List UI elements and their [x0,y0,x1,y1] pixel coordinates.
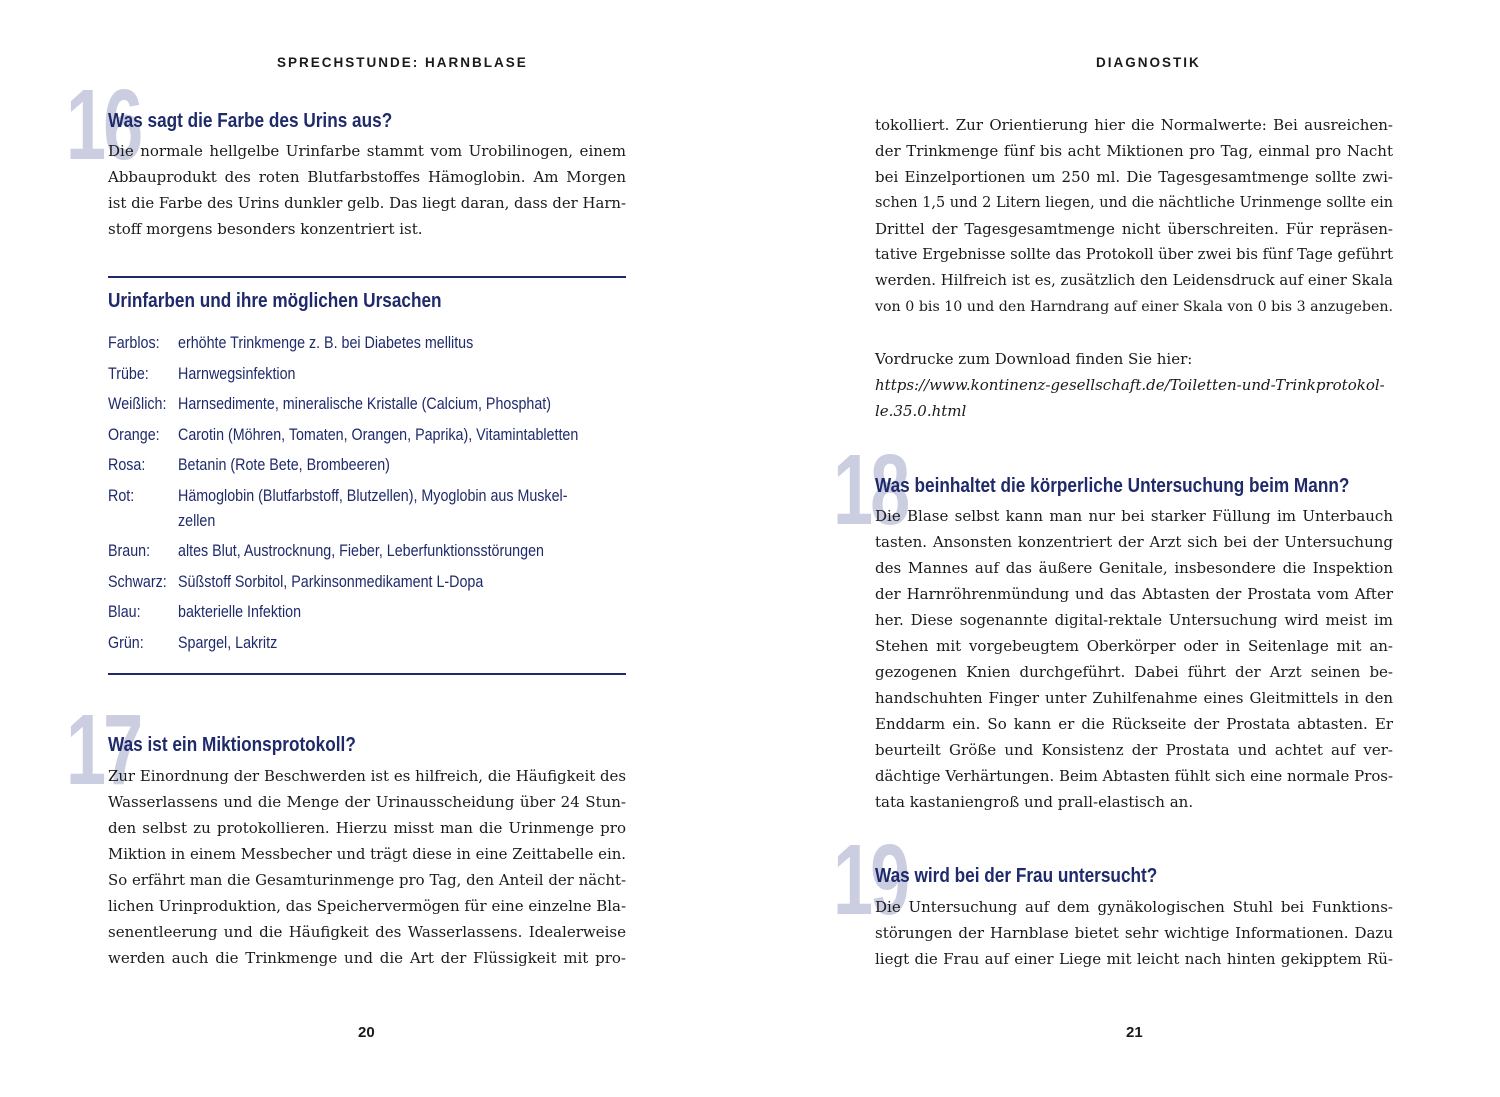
text-line: Die Blase selbst kann man nur bei starker Füllung im Unterbauch [875,507,1393,525]
question-number: 19 [833,824,908,936]
text-line: Stehen mit vorgebeugtem Oberkörper oder in Seitenlage mit an- [875,637,1393,655]
text-line: Die Untersuchung auf dem gynäkologischen Stuhl bei Funktions- [875,898,1393,916]
box-top-rule [108,276,626,278]
box-bottom-rule [108,673,626,675]
text-line: handschuhten Finger unter Zuhilfenahme eines Gleitmittels in den [875,689,1393,707]
text-line: stoff morgens besonders konzentriert ist. [108,220,423,238]
paragraph-continuation [875,112,1393,424]
color-cause: bakterielle Infektion [178,602,302,621]
paragraph-q19 [875,894,1393,972]
download-link[interactable]: https://www.kontinenz-gesellschaft.de/Toiletten-und-Trinkprotokol- [875,376,1385,394]
list-item [108,422,628,447]
text-line: der Harnröhrenmündung und das Abtasten der Prostata vom After [875,585,1393,603]
text-line: liegt die Frau auf einer Liege mit leicht nach hinten gekipptem Rü- [875,950,1393,968]
color-term: Grün: [108,632,144,652]
color-cause: erhöhte Trinkmenge z. B. bei Diabetes mellitus [178,333,474,352]
running-head: DIAGNOSTIK [1096,55,1201,70]
color-term: Rot: [108,485,135,505]
question-title: Was sagt die Farbe des Urins aus? [108,110,393,132]
list-item [108,330,628,355]
color-term: Farblos: [108,333,160,352]
right-page [750,0,1500,1097]
download-intro: Vordrucke zum Download finden Sie hier: [875,350,1193,368]
text-line: Die normale hellgelbe Urinfarbe stammt vom Urobilinogen, einem [108,142,626,160]
text-line: tative Ergebnisse sollte das Protokoll über zwei bis fünf Tage geführt [875,246,1393,263]
text-line: her. Diese sogenannte digital-rektale Untersuchung wird meist im [875,611,1393,629]
color-cause: Harnwegsinfektion [178,363,296,383]
text-line: des Mannes auf das äußere Genitale, insbesondere die Inspektion [875,559,1393,577]
download-link[interactable]: le.35.0.html [875,402,967,420]
color-term: Rosa: [108,455,146,474]
color-term: Braun: [108,541,151,560]
running-head: SPRECHSTUNDE: HARNBLASE [277,55,528,70]
list-item [108,538,628,563]
list-item [108,452,628,477]
page-number: 21 [1126,1024,1143,1041]
paragraph-q18 [875,503,1393,815]
text-line: tokolliert. Zur Orientierung hier die Normalwerte: Bei ausreichen- [875,116,1393,134]
color-cause: altes Blut, Austrocknung, Fieber, Leberfunktionsstörungen [178,541,544,560]
color-cause: Süßstoff Sorbitol, Parkinsonmedikament L-Dopa [178,571,484,591]
color-cause: Harnsedimente, mineralische Kristalle (Calcium, Phosphat) [178,394,552,413]
text-line: So erfährt man die Gesamturinmenge pro Tag, den Anteil der nächt- [108,871,626,889]
text-line: der Trinkmenge fünf bis acht Miktionen pro Tag, einmal pro Nacht [875,142,1393,160]
question-title: Was wird bei der Frau untersucht? [875,865,1158,887]
text-line: störungen der Harnblase bietet sehr wichtige Informationen. Dazu [875,924,1393,942]
color-cause: Hämoglobin (Blutfarbstoff, Blutzellen), Myoglobin aus Muskel- zellen [178,485,568,530]
question-number: 17 [66,694,141,806]
list-item [108,361,628,386]
text-line: ist die Farbe des Urins dunkler gelb. Das liegt daran, dass der Harn- [108,194,626,212]
text-line: beurteilt Größe und Konsistenz der Prostata und achtet auf ver- [875,741,1393,759]
text-line: dächtige Verhärtungen. Beim Abtasten fühlt sich eine normale Pros- [875,767,1393,785]
text-line: senentleerung und die Häufigkeit des Wasserlassens. Idealerweise [108,923,626,941]
color-term: Weißlich: [108,394,167,413]
text-line: Enddarm ein. So kann er die Rückseite der Prostata abtasten. Er [875,715,1393,733]
box-heading: Urinfarben und ihre möglichen Ursachen [108,290,442,312]
text-line: werden. Hilfreich ist es, zusätzlich den Leidensdruck auf einer Skala [875,272,1393,289]
text-line: schen 1,5 und 2 Litern liegen, und die nächtliche Urinmenge sollte ein [875,195,1393,211]
list-item [108,569,628,594]
text-line: Zur Einordnung der Beschwerden ist es hilfreich, die Häufigkeit des [108,767,626,785]
text-line: gezogenen Knien durchgeführt. Dabei führt der Arzt seinen be- [875,663,1393,681]
color-cause: Spargel, Lakritz [178,632,278,652]
text-line: Miktion in einem Messbecher und trägt diese in eine Zeittabelle ein. [108,845,626,863]
text-line: Wasserlassens und die Menge der Urinausscheidung über 24 Stun- [108,793,626,811]
urine-color-list [108,330,628,660]
question-number: 18 [833,434,908,546]
text-line: von 0 bis 10 und den Harndrang auf einer Skala von 0 bis 3 anzugeben. [875,299,1393,315]
question-title: Was beinhaltet die körperliche Untersuchung beim Mann? [875,475,1350,497]
question-title: Was ist ein Miktionsprotokoll? [108,734,356,756]
question-number: 16 [66,69,141,181]
color-term: Orange: [108,424,160,444]
list-item [108,483,628,533]
text-line: werden auch die Trinkmenge und die Art der Flüssigkeit mit pro- [108,949,626,967]
text-line: tata kastaniengroß und prall-elastisch an. [875,793,1194,811]
color-term: Schwarz: [108,571,167,591]
list-item [108,391,628,416]
color-term: Blau: [108,602,141,621]
color-cause: Betanin (Rote Bete, Brombeeren) [178,455,390,474]
page-number: 20 [358,1024,375,1041]
list-item [108,630,628,655]
color-term: Trübe: [108,363,149,383]
list-item [108,599,628,624]
text-line: tasten. Ansonsten konzentriert der Arzt sich bei der Untersuchung [875,533,1393,551]
text-line: bei Einzelportionen um 250 ml. Die Tagesgesamtmenge sollte zwi- [875,168,1393,186]
text-line: Abbauprodukt des roten Blutfarbstoffes Hämoglobin. Am Morgen [108,168,626,186]
text-line: Drittel der Tagesgesamtmenge nicht überschreiten. Für repräsen- [875,220,1393,238]
text-line: lichen Urinproduktion, das Speichervermögen für eine einzelne Bla- [108,897,626,915]
color-cause: Carotin (Möhren, Tomaten, Orangen, Paprika), Vitamintabletten [178,424,579,444]
paragraph-gap [875,320,1393,346]
paragraph-q16 [108,138,626,242]
text-line: den selbst zu protokollieren. Hierzu misst man die Urinmenge pro [108,819,626,837]
paragraph-q17 [108,763,626,971]
